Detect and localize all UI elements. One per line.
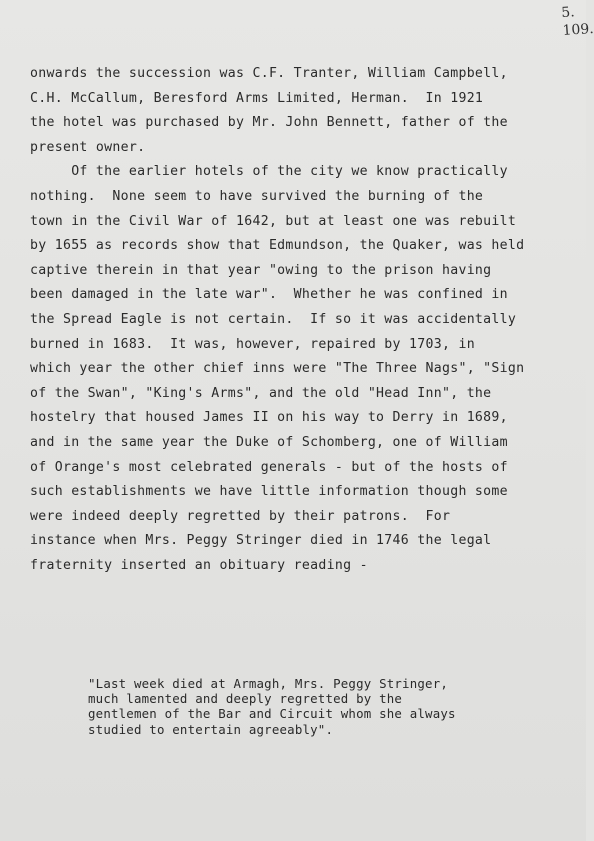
quote-line: "Last week died at Armagh, Mrs. Peggy Stringer,	[88, 676, 449, 691]
text-line: onwards the succession was C.F. Tranter, William Campbell,	[30, 66, 508, 81]
text-line: captive therein in that year "owing to the prison having	[30, 262, 492, 278]
page-number	[561, 3, 594, 41]
text-line: present owner.	[30, 139, 146, 155]
text-line: of Orange's most celebrated generals - but of the hosts of	[30, 459, 508, 475]
body-text	[30, 62, 566, 578]
text-line: hostelry that housed James II on his way to Derry in 1689,	[30, 410, 508, 426]
text-line: the hotel was purchased by Mr. John Bennett, father of the	[30, 115, 508, 131]
text-line: nothing. None seem to have survived the burning of the	[30, 188, 484, 204]
text-line: instance when Mrs. Peggy Stringer died in 1746 the legal	[30, 533, 492, 549]
text-line: C.H. McCallum, Beresford Arms Limited, Herman. In 1921	[30, 90, 484, 106]
quote-line: much lamented and deeply regretted by the	[88, 691, 403, 707]
text-line: and in the same year the Duke of Schomberg, one of William	[30, 434, 508, 450]
text-line: fraternity inserted an obituary reading -	[30, 557, 368, 573]
text-line: were indeed deeply regretted by their patrons. For	[30, 508, 451, 524]
text-line: been damaged in the late war". Whether he was confined in	[30, 287, 508, 303]
quote-line: gentlemen of the Bar and Circuit whom she always	[88, 706, 456, 722]
text-line: burned in 1683. It was, however, repaired by 1703, in	[30, 336, 475, 352]
text-line: the Spread Eagle is not certain. If so it was accidentally	[30, 311, 517, 327]
text-line: which year the other chief inns were "The Three Nags", "Sign	[30, 361, 525, 377]
page-number-line-1: 5.	[560, 4, 576, 22]
obituary-quote	[88, 676, 558, 737]
text-line: Of the earlier hotels of the city we know practically	[30, 164, 508, 180]
quote-line: studied to entertain agreeably".	[88, 721, 334, 737]
text-line: of the Swan", "King's Arms", and the old "Head Inn", the	[30, 385, 492, 401]
text-line: town in the Civil War of 1642, but at least one was rebuilt	[30, 213, 517, 229]
text-line: such establishments we have little information though some	[30, 484, 508, 500]
text-line: by 1655 as records show that Edmundson, the Quaker, was held	[30, 238, 525, 254]
page-number-line-2: 109.	[562, 20, 594, 40]
